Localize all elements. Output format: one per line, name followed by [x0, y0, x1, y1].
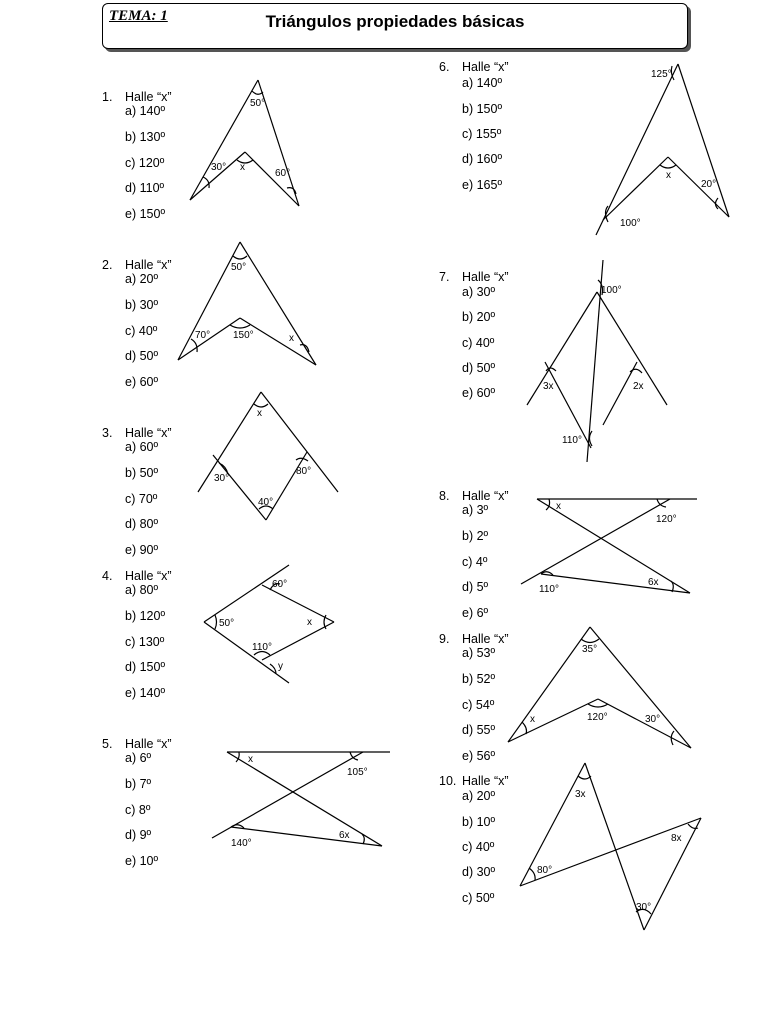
- fig1-label-50: 50°: [250, 98, 266, 109]
- fig5-label-x: x: [248, 754, 253, 765]
- option-e[interactable]: c) 50º: [462, 891, 495, 905]
- problem-prompt: Halle “x”: [125, 426, 172, 440]
- option-d[interactable]: d) 150º: [125, 660, 166, 674]
- problem-number: 8.: [439, 489, 450, 503]
- option-d[interactable]: d) 160º: [462, 152, 503, 166]
- problem-prompt: Halle “x”: [125, 737, 172, 751]
- fig10-label-3x: 3x: [575, 789, 586, 800]
- option-e[interactable]: e) 60º: [462, 386, 496, 400]
- option-a[interactable]: a) 6º: [125, 751, 152, 765]
- fig3-label-80: 80°: [296, 466, 312, 477]
- option-a[interactable]: a) 20º: [125, 272, 159, 286]
- fig2-label-x: x: [289, 333, 294, 344]
- fig9-label-30: 30°: [645, 714, 661, 725]
- option-c[interactable]: c) 70º: [125, 492, 158, 506]
- option-b[interactable]: b) 120º: [125, 609, 166, 623]
- fig4-label-60: 60°: [272, 579, 288, 590]
- fig5-label-105: 105°: [347, 767, 368, 778]
- option-b[interactable]: b) 130º: [125, 130, 166, 144]
- fig3-label-x: x: [257, 408, 262, 419]
- option-d[interactable]: d) 50º: [462, 361, 496, 375]
- problem-prompt: Halle “x”: [462, 60, 509, 74]
- option-c[interactable]: c) 4º: [462, 555, 488, 569]
- option-a[interactable]: a) 30º: [462, 285, 496, 299]
- option-a[interactable]: a) 140º: [125, 104, 166, 118]
- problem-number: 9.: [439, 632, 450, 646]
- fig7-label-110: 110°: [562, 435, 582, 446]
- problem-prompt: Halle “x”: [462, 270, 509, 284]
- problem-prompt: Halle “x”: [462, 774, 509, 788]
- fig2-label-50: 50°: [231, 262, 247, 273]
- option-c[interactable]: c) 40º: [462, 840, 495, 854]
- option-e[interactable]: e) 90º: [125, 543, 159, 557]
- option-e[interactable]: e) 140º: [125, 686, 166, 700]
- fig3-label-40: 40°: [258, 497, 274, 508]
- option-e[interactable]: e) 6º: [462, 606, 489, 620]
- fig6-label-20: 20°: [701, 179, 717, 190]
- option-c[interactable]: c) 54º: [462, 698, 495, 712]
- option-a[interactable]: a) 3º: [462, 503, 489, 517]
- option-b[interactable]: b) 20º: [462, 310, 496, 324]
- fig8-label-120: 120°: [656, 514, 677, 525]
- option-d[interactable]: d) 55º: [462, 723, 496, 737]
- fig2-label-70: 70°: [195, 330, 211, 341]
- option-c[interactable]: c) 155º: [462, 127, 502, 141]
- fig6-label-x: x: [666, 170, 671, 181]
- fig4-label-y: y: [278, 661, 283, 672]
- option-a[interactable]: a) 60º: [125, 440, 159, 454]
- problem-number: 3.: [102, 426, 113, 440]
- option-b[interactable]: b) 150º: [462, 102, 503, 116]
- option-e[interactable]: e) 56º: [462, 749, 496, 763]
- option-a[interactable]: a) 140º: [462, 76, 503, 90]
- problem-prompt: Halle “x”: [125, 258, 172, 272]
- option-d[interactable]: d) 30º: [462, 865, 496, 879]
- fig9-label-x: x: [530, 714, 535, 725]
- option-c[interactable]: c) 130º: [125, 635, 165, 649]
- option-d[interactable]: d) 9º: [125, 828, 152, 842]
- fig4-label-x: x: [307, 617, 312, 628]
- fig9-label-35: 35°: [582, 644, 598, 655]
- problem-number: 1.: [102, 90, 113, 104]
- option-e[interactable]: e) 10º: [125, 854, 159, 868]
- problem-number: 10.: [439, 774, 457, 788]
- option-b[interactable]: b) 30º: [125, 298, 159, 312]
- option-d[interactable]: d) 110º: [125, 181, 165, 195]
- fig8-label-110: 110°: [539, 584, 559, 595]
- option-a[interactable]: a) 20º: [462, 789, 496, 803]
- problem-number: 5.: [102, 737, 113, 751]
- fig8-label-x: x: [556, 501, 561, 512]
- problem-prompt: Halle “x”: [462, 632, 509, 646]
- option-d[interactable]: d) 50º: [125, 349, 159, 363]
- fig7-label-3x: 3x: [543, 381, 554, 392]
- option-c[interactable]: c) 40º: [462, 336, 495, 350]
- fig4-label-50: 50°: [219, 618, 235, 629]
- option-c[interactable]: c) 120º: [125, 156, 165, 170]
- fig2-label-150: 150°: [233, 330, 254, 341]
- problem-number: 2.: [102, 258, 113, 272]
- page-title: Triángulos propiedades básicas: [265, 12, 525, 31]
- option-a[interactable]: a) 80º: [125, 583, 159, 597]
- fig5-label-6x: 6x: [339, 830, 350, 841]
- option-c[interactable]: c) 40º: [125, 324, 158, 338]
- problem-number: 7.: [439, 270, 450, 284]
- fig9-label-120: 120°: [587, 712, 608, 723]
- option-b[interactable]: b) 10º: [462, 815, 496, 829]
- fig7-label-2x: 2x: [633, 381, 644, 392]
- fig4-label-110: 110°: [252, 642, 272, 653]
- option-c[interactable]: c) 8º: [125, 803, 151, 817]
- fig3-label-30: 30°: [214, 473, 230, 484]
- option-b[interactable]: b) 7º: [125, 777, 152, 791]
- topic-label: TEMA: 1: [109, 8, 168, 24]
- option-b[interactable]: b) 52º: [462, 672, 496, 686]
- option-a[interactable]: a) 53º: [462, 646, 496, 660]
- fig6-label-125: 125°: [651, 69, 672, 80]
- fig1-label-x: x: [240, 162, 245, 173]
- option-b[interactable]: b) 50º: [125, 466, 159, 480]
- option-e[interactable]: e) 60º: [125, 375, 159, 389]
- option-b[interactable]: b) 2º: [462, 529, 489, 543]
- problem-number: 6.: [439, 60, 450, 74]
- fig8-label-6x: 6x: [648, 577, 659, 588]
- problem-number: 4.: [102, 569, 113, 583]
- fig7-label-100: 100°: [601, 285, 622, 296]
- problem-prompt: Halle “x”: [462, 489, 509, 503]
- option-e[interactable]: e) 165º: [462, 178, 503, 192]
- fig1-label-30: 30°: [211, 162, 227, 173]
- problem-prompt: Halle “x”: [125, 90, 172, 104]
- fig10-label-80: 80°: [537, 865, 553, 876]
- option-d[interactable]: d) 5º: [462, 580, 489, 594]
- option-d[interactable]: d) 80º: [125, 517, 159, 531]
- problem-prompt: Halle “x”: [125, 569, 172, 583]
- fig10-label-30: 30°: [636, 902, 652, 913]
- option-e[interactable]: e) 150º: [125, 207, 166, 221]
- fig6-label-100: 100°: [620, 218, 641, 229]
- fig1-label-60: 60°: [275, 168, 291, 179]
- fig10-label-8x: 8x: [671, 833, 682, 844]
- fig5-label-140: 140°: [231, 838, 252, 849]
